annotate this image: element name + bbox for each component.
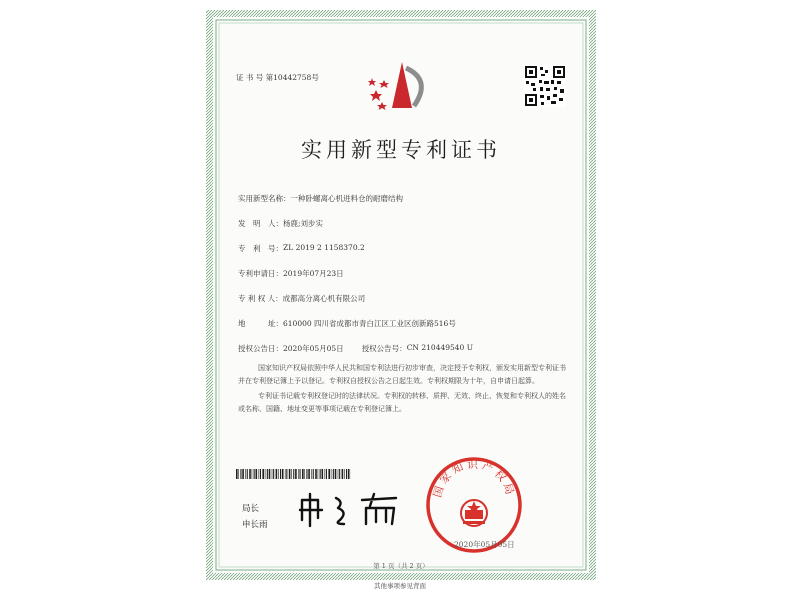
announce-date-value: 2020年05月05日 bbox=[283, 344, 344, 353]
footer-note: 其他事项参见背面 bbox=[374, 582, 426, 590]
field-value: 一种卧螺离心机进料仓的耐磨结构 bbox=[290, 194, 403, 203]
body-paragraph-1: 国家知识产权局依照中华人民共和国专利法进行初步审查，决定授予专利权，颁发实用新型专利证书并在专利登记簿上予以登记。专利权自授权公告之日起生效。专利权期限为十年，自申请日起算。 bbox=[238, 364, 566, 385]
announce-date-label: 授权公告日： bbox=[238, 344, 283, 353]
field-value: ZL 2019 2 1158370.2 bbox=[283, 243, 365, 252]
field-value: 2019年07月23日 bbox=[283, 269, 344, 278]
certificate-number: 证 书 号 第10442758号 bbox=[236, 73, 319, 82]
field-inventor bbox=[238, 218, 323, 229]
signature-icon bbox=[296, 490, 406, 530]
field-label: 专 利 号： bbox=[238, 244, 283, 253]
director-title: 局长 bbox=[242, 504, 260, 514]
field-patent-number bbox=[238, 243, 365, 254]
field-utility-model-name bbox=[238, 193, 403, 204]
cnipa-logo-icon bbox=[366, 60, 438, 120]
field-label: 专利申请日： bbox=[238, 269, 283, 278]
field-value: 杨鹿;刘步实 bbox=[283, 219, 324, 228]
certificate-body bbox=[238, 362, 568, 418]
field-application-date bbox=[238, 268, 344, 279]
qr-code-icon bbox=[524, 65, 566, 107]
seal-text: 国家知识产权局 bbox=[430, 457, 518, 499]
director-name: 申长雨 bbox=[242, 520, 268, 530]
announce-no-label: 授权公告号： bbox=[361, 344, 407, 353]
field-patentee bbox=[238, 293, 365, 304]
field-announcement bbox=[238, 343, 473, 354]
field-label: 发 明 人： bbox=[238, 219, 283, 228]
barcode-icon bbox=[236, 469, 351, 479]
field-value: 610000 四川省成都市青白江区工业区创新路516号 bbox=[283, 319, 456, 328]
field-value: 成都高分离心机有限公司 bbox=[282, 294, 366, 303]
svg-text:国家知识产权局 bbox=[431, 458, 517, 499]
certificate-title: 实用新型专利证书 bbox=[301, 138, 501, 162]
field-label: 实用新型名称： bbox=[238, 194, 291, 203]
field-label: 地 址： bbox=[238, 319, 283, 328]
field-label: 专 利 权 人： bbox=[238, 294, 283, 303]
seal-date: 2020年05月05日 bbox=[454, 540, 515, 549]
announce-no-value: CN 210449540 U bbox=[406, 343, 474, 352]
field-address bbox=[238, 318, 456, 329]
page-number: 第 1 页（共 2 页） bbox=[373, 562, 429, 570]
certificate-page bbox=[206, 10, 596, 580]
body-paragraph-2: 专利证书记载专利权登记时的法律状况。专利权的转移、质押、无效、终止、恢复和专利权人的姓名或名称、国籍、地址变更等事项记载在专利登记簿上。 bbox=[238, 392, 566, 413]
